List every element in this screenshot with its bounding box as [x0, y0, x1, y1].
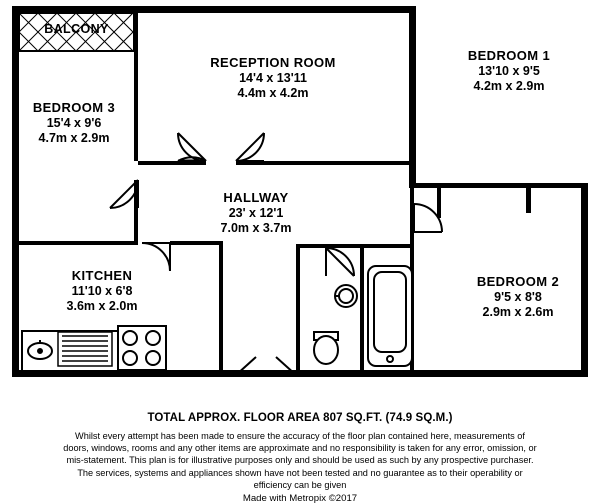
made-with-credit: Made with Metropix ©2017 — [242, 493, 358, 503]
room-dim-imperial-bedroom1: 13'10 x 9'5 — [478, 63, 540, 78]
room-dim-metric-reception: 4.4m x 4.2m — [237, 86, 309, 101]
room-dim-metric-kitchen: 3.6m x 2.0m — [66, 299, 138, 314]
room-dim-imperial-kitchen: 11'10 x 6'8 — [71, 283, 133, 298]
room-dim-metric-hallway: 7.0m x 3.7m — [220, 221, 292, 236]
room-label-bedroom2 — [443, 274, 593, 320]
room-label-bedroom1 — [429, 48, 589, 94]
room-dim-metric-bedroom2: 2.9m x 2.6m — [482, 305, 554, 320]
room-label-balcony — [24, 22, 129, 37]
room-label-bedroom3 — [4, 100, 144, 146]
room-name-bedroom1: BEDROOM 1 — [467, 48, 551, 63]
room-dim-imperial-hallway: 23' x 12'1 — [228, 205, 284, 220]
total-floor-area: TOTAL APPROX. FLOOR AREA 807 SQ.FT. (74.9 SQ.M.) — [147, 412, 453, 424]
room-dim-metric-bedroom3: 4.7m x 2.9m — [38, 131, 110, 146]
room-label-reception — [163, 55, 383, 101]
room-dim-imperial-bedroom2: 9'5 x 8'8 — [494, 289, 542, 304]
room-dim-imperial-bedroom3: 15'4 x 9'6 — [46, 115, 102, 130]
footer — [0, 412, 600, 503]
room-name-reception: RECEPTION ROOM — [210, 55, 336, 70]
room-label-kitchen — [22, 268, 182, 314]
room-dim-metric-bedroom1: 4.2m x 2.9m — [473, 79, 545, 94]
room-dim-imperial-reception: 14'4 x 13'11 — [239, 70, 307, 85]
room-name-kitchen: KITCHEN — [71, 268, 133, 283]
room-name-balcony: BALCONY — [44, 22, 109, 36]
room-name-hallway: HALLWAY — [223, 190, 289, 205]
room-name-bedroom3: BEDROOM 3 — [32, 100, 116, 115]
room-label-hallway — [176, 190, 336, 236]
disclaimer-text: Whilst every attempt has been made to ensure the accuracy of the floor plan contained here, measurements of doors, windows, rooms and any other items are approximate and no responsibility is taken for any error, omission, or mis-statement. This plan is for illustrative purposes only and should be used as such by any prospective purchaser. The services, systems and appliances shown have not been tested and no guarantee as to their operability or efficiency can be given — [63, 431, 537, 490]
room-name-bedroom2: BEDROOM 2 — [476, 274, 560, 289]
